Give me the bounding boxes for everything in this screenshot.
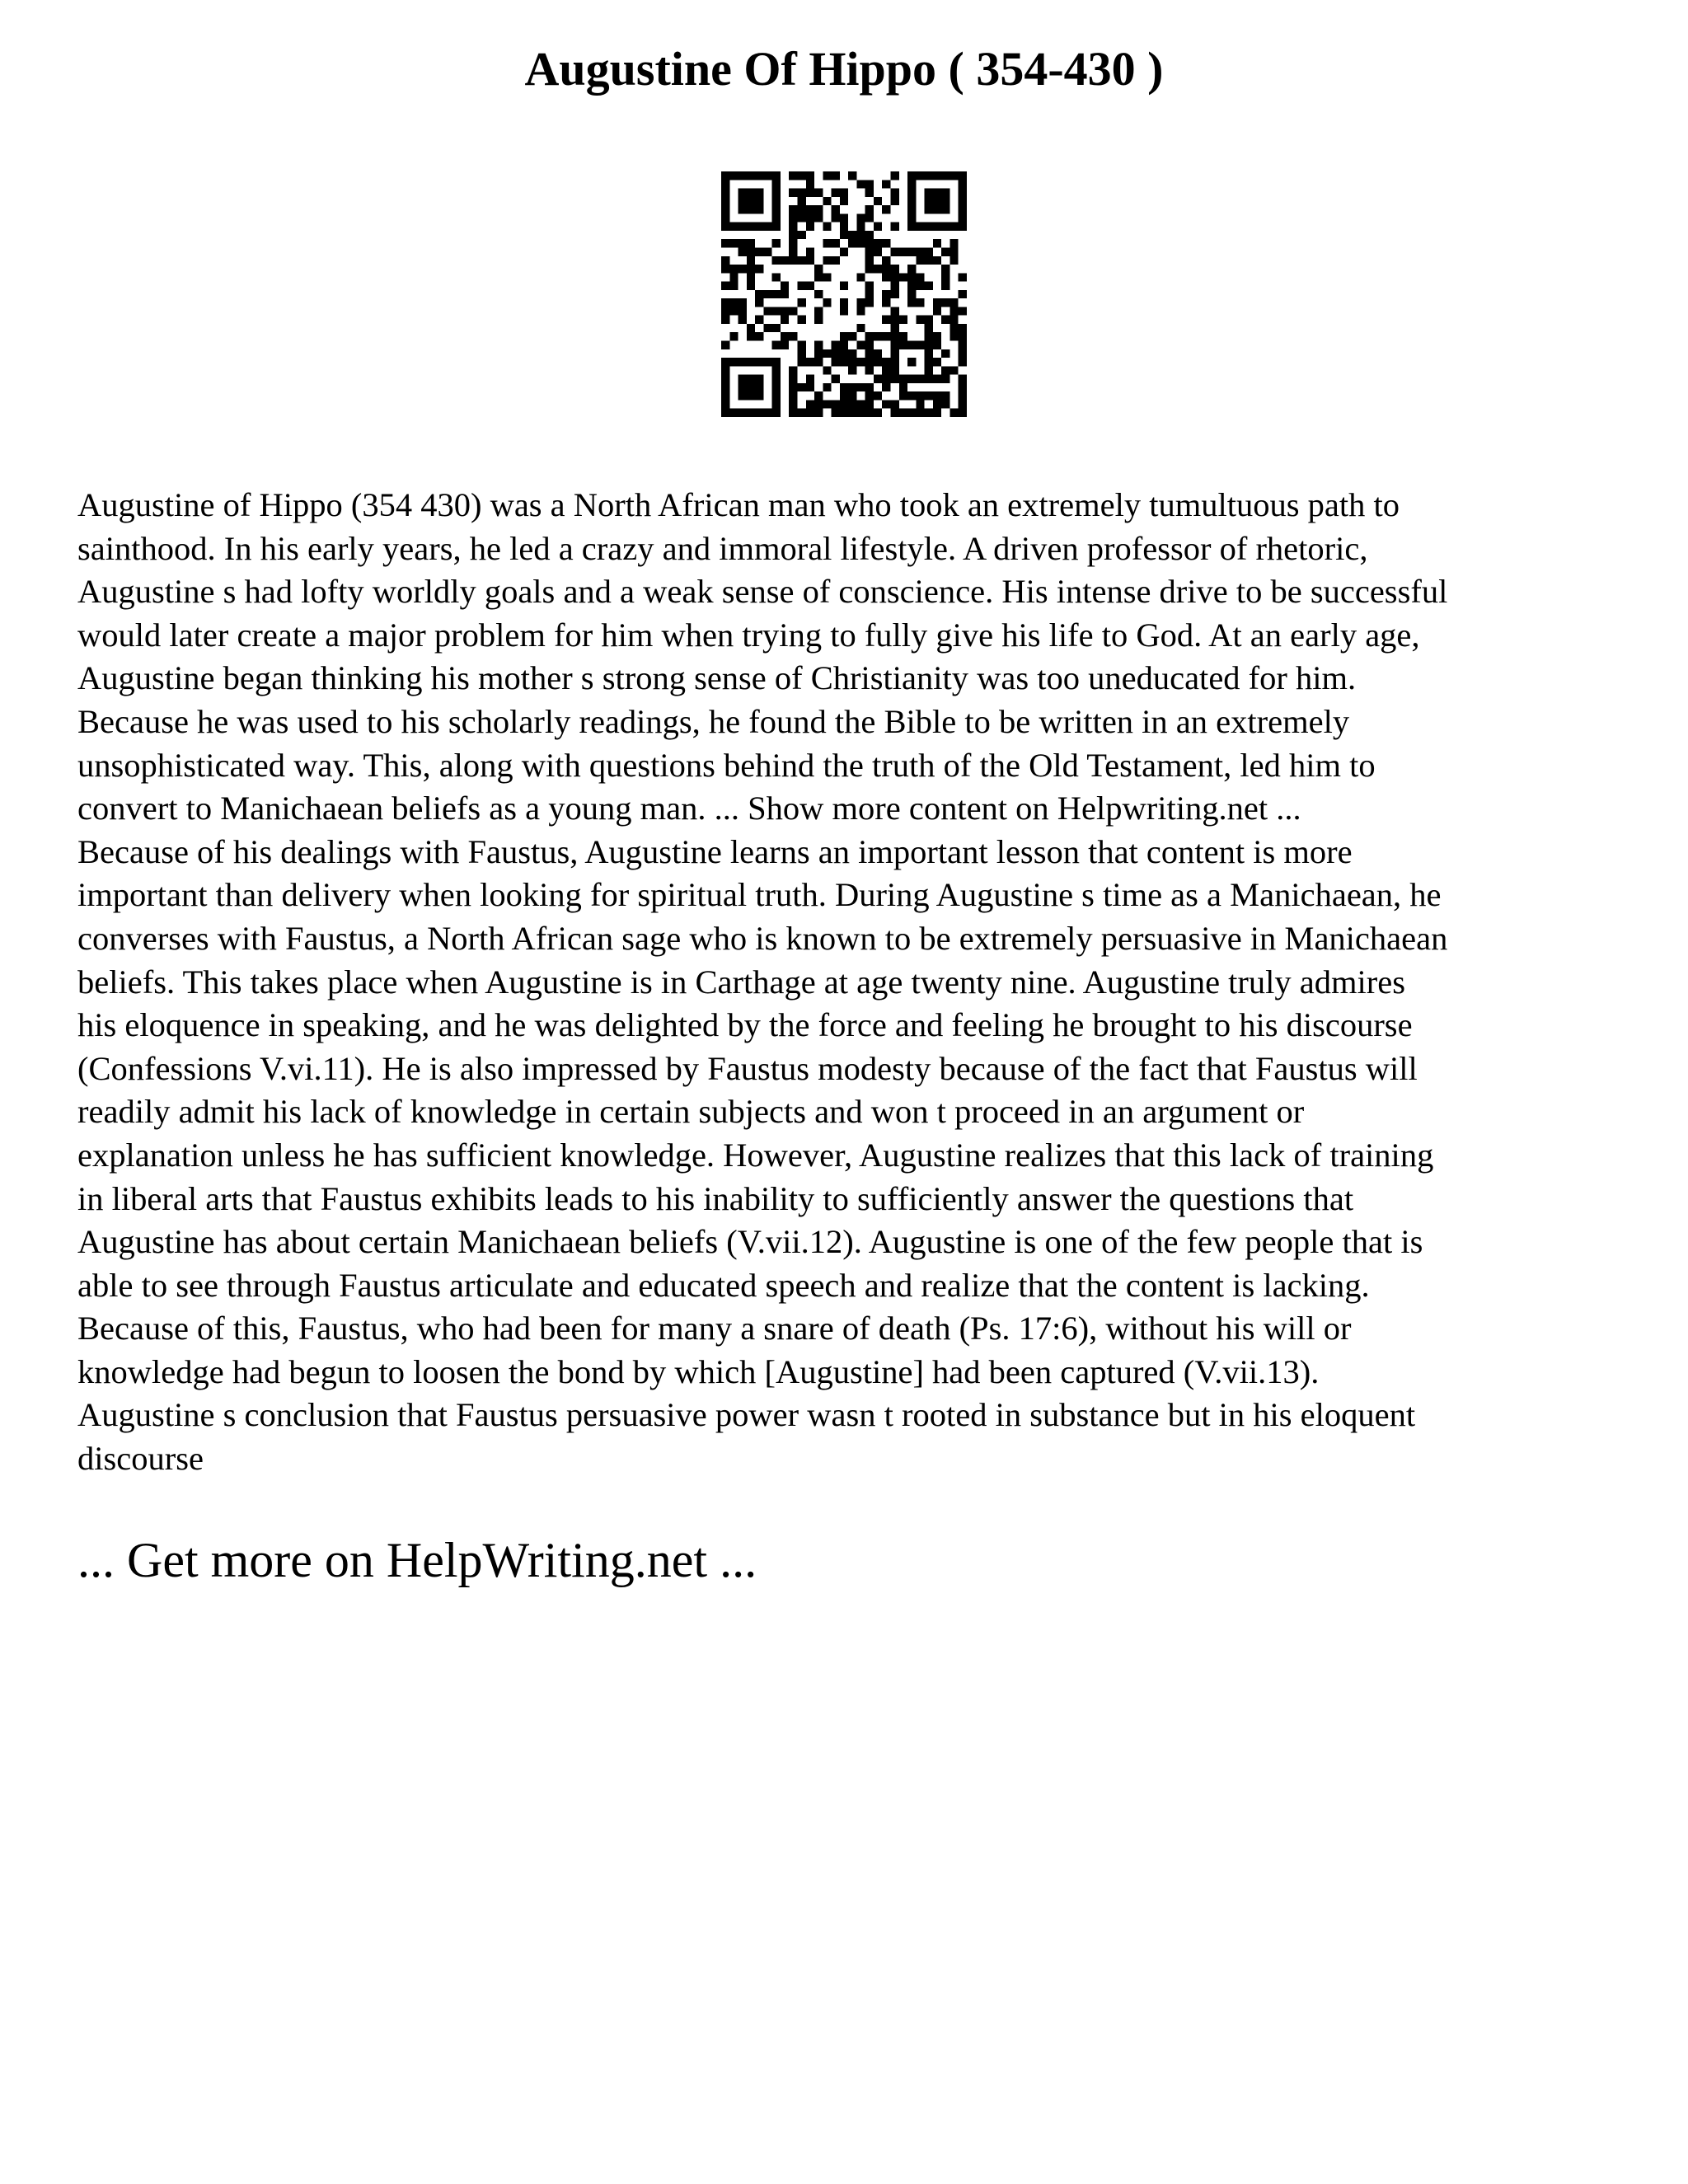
qr-code-icon[interactable]	[721, 171, 967, 417]
article-body: Augustine of Hippo (354 430) was a North African man who took an extremely tumultuous path to sainthood. In his early years, he led a crazy and immoral lifestyle. A driven professor of rhetoric, Augustine s had lofty worldly goals and a weak sense of conscience. His intense drive to be successful would later create a major problem for him when trying to fully give his life to God. At an early age, Augustine began thinking his mother s strong sense of Christianity was too uneducated for him. Because he was used to his scholarly readings, he found the Bible to be written in an extremely unsophisticated way. This, along with questions behind the truth of the Old Testament, led him to convert to Manichaean beliefs as a young man. ... Show more content on Helpwriting.net ... Because of his dealings with Faustus, Augustine learns an important lesson that content is more important than delivery when looking for spiritual truth. During Augustine s time as a Manichaean, he converses with Faustus, a North African sage who is known to be extremely persuasive in Manichaean beliefs. This takes place when Augustine is in Carthage at age twenty nine. Augustine truly admires his eloquence in speaking, and he was delighted by the force and feeling he brought to his discourse (Confessions V.vi.11). He is also impressed by Faustus modesty because of the fact that Faustus will readily admit his lack of knowledge in certain subjects and won t proceed in an argument or explanation unless he has sufficient knowledge. However, Augustine realizes that this lack of training in liberal arts that Faustus exhibits leads to his inability to sufficiently answer the questions that Augustine has about certain Manichaean beliefs (V.vii.12). Augustine is one of the few people that is able to see through Faustus articulate and educated speech and realize that the content is lacking. Because of this, Faustus, who had been for many a snare of death (Ps. 17:6), without his will or knowledge had begun to loosen the bond by which [Augustine] had been captured (V.vii.13). Augustine s conclusion that Faustus persuasive power wasn t rooted in substance but in his eloquent discourse	[77, 486, 1448, 1478]
qr-code-graphic	[721, 171, 967, 417]
get-more-link[interactable]: ... Get more on HelpWriting.net ...	[77, 1533, 757, 1587]
page-title: Augustine Of Hippo ( 354-430 )	[524, 42, 1164, 96]
